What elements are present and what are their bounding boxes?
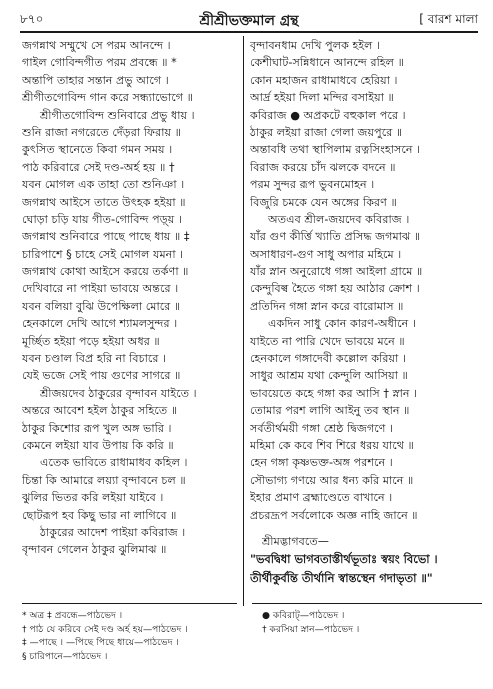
verse-line: ছোটরূপ হব কিছু ভার না লাগিবে ॥ bbox=[22, 508, 177, 522]
verse-line: যাইতে না পারি খেদে ভাবয়ে মনে ॥ bbox=[250, 334, 405, 348]
verse-line: অসাধারণ-গুণ সাধু অপার মহিমে । bbox=[250, 247, 402, 261]
spacer bbox=[250, 524, 482, 533]
verse-line: সাধুর আশ্রম যথা কেন্দুলি আসিয়া ॥ bbox=[250, 369, 408, 383]
verse-line: ঠাকুর কিশোর রূপ খুল অঙ্গ ভারি । bbox=[22, 421, 172, 435]
page-header bbox=[20, 8, 478, 30]
verse-line: সর্বতীর্থময়ী গঙ্গা শ্রেষ্ঠ দ্বিজগণে । bbox=[250, 421, 394, 435]
section-label: [ বারশ মালা bbox=[419, 12, 478, 26]
verse-line: ইহার প্রমাণ ব্রহ্মাণ্ডেতে বাখানে । bbox=[250, 491, 393, 505]
verse-line: দেখিবারে না পাইয়া ভাবয়ে অন্তরে । bbox=[22, 282, 179, 296]
verse-line: সৌভাগ্য গণয়ে আর ধন্য করি মানে ॥ bbox=[250, 473, 414, 487]
page-number: ৮৭০ bbox=[20, 12, 44, 26]
verse-line: ঠাকুর লইয়া রাজা গেলা জয়পুরে ॥ bbox=[250, 125, 403, 139]
verse-line: প্রচরদ্রূপ সর্বলোকে অজ্ঞ নাহি জানে ॥ bbox=[250, 508, 418, 522]
verse-line: যাঁর স্নান অনুরোধে গঙ্গা আইলা গ্রামে ॥ bbox=[250, 265, 423, 279]
verse-line: মহিমা কে কবে শিব শিরে ধরয় যাথে ॥ bbox=[250, 438, 414, 452]
verse-line: জগন্নাথ শুনিবারে পাছে পাছে ধায় ॥ ‡ bbox=[22, 230, 190, 244]
verse-line: বিজুরি চমকে যেন অঙ্গের কিরণ ॥ bbox=[250, 195, 397, 209]
verse-line: তোমার পরশ লাগি আইনু তব স্থান ॥ bbox=[250, 404, 410, 418]
verse-line: জগন্নাথ কোথা আইসে করয়ে তর্কণা ॥ bbox=[22, 265, 189, 279]
footnote: † পাঠ যে করিবে সেই দণ্ড অর্হ হয়—পাঠভেদ । bbox=[22, 623, 188, 635]
verse-line: শ্রীগীতগোবিন্দ শুনিবারে প্রভু ধায় । bbox=[40, 108, 195, 122]
verse-line: শুনি রাজা নগরেতে দেঁড়রা ফিরায় ॥ bbox=[22, 125, 181, 139]
footnote: ‡ —পাছে । —পিছে পিছে ধায়ে—পাঠভেদ । bbox=[22, 637, 179, 649]
verse-line: শ্রীজয়দেব ঠাকুরের বৃন্দাবন যাইতে । bbox=[40, 386, 197, 400]
verse-line: হেন গঙ্গা কৃষ্ণভক্ত-অঙ্গ পরশনে । bbox=[250, 456, 393, 470]
left-column bbox=[22, 37, 237, 559]
footnotes-right bbox=[262, 609, 482, 636]
verse-line: জগন্নাথ সম্মুখে সে পরম আনন্দে । bbox=[22, 39, 171, 52]
header-rule bbox=[20, 31, 478, 33]
verse-line: বৃন্দাবনধাম দেখি পুলক হইল । bbox=[250, 39, 381, 52]
footnote: ● কবিরাট্—পাঠভেদ । bbox=[262, 610, 345, 621]
footnote: § চারিপানে—পাঠভেদ । bbox=[22, 650, 108, 662]
verse-line: ঠাকুরের আদেশ পাইয়া কবিরাজ । bbox=[40, 525, 186, 539]
sanskrit-quote-line: তীর্থীকুর্বন্তি তীর্থানি স্বান্তস্থেন গদাভৃতা ॥" bbox=[250, 570, 433, 585]
verse-line: হেনকালে দেখি আগে শ্যামলসুন্দর । bbox=[22, 317, 178, 331]
column-divider bbox=[243, 36, 244, 606]
verse-line: চারিপাশে § চাহে সেই মোগল যমনা । bbox=[22, 247, 184, 261]
verse-line: যবন মোগল এক তাহা তো শুনিঞা । bbox=[22, 178, 185, 192]
verse-line: যবন বলিয়া বুঝি উপেক্ষিলা মোরে ॥ bbox=[22, 299, 181, 313]
verse-line: প্রতিদিন গঙ্গা স্নান করে বারোমাস ॥ bbox=[250, 299, 404, 313]
verse-line: পরম সুন্দর রূপ ভুবনমোহন । bbox=[250, 178, 375, 192]
footnote-rule bbox=[252, 603, 482, 604]
verse-line: শ্রীগীতগোবিন্দ গান করে সন্ধ্যাভোগে ॥ bbox=[22, 91, 193, 105]
verse-line: যেই ভজে সেই পায় গুণের সাগরে ॥ bbox=[22, 369, 181, 383]
verse-line: কোন মহাজন রাধামাধবে হেরিয়া । bbox=[250, 73, 398, 87]
verse-line: আর্দ্র হইয়া দিলা মন্দির বসাইয়া ॥ bbox=[250, 91, 394, 105]
verse-line: গাইল গোবিন্দগীত পরম প্রবন্ধে ॥ * bbox=[22, 56, 177, 70]
verse-line: চিন্তা কি আমারে লয়্যা বৃন্দাবনে চল ॥ bbox=[22, 473, 186, 487]
verse-line: বৃন্দাবন গেলেন ঠাকুর ঝুলিমাঝ ॥ bbox=[22, 543, 167, 557]
verse-line: কেন্দুবিল্ব হৈতে গঙ্গা হয় আঠার ক্রোশ । bbox=[250, 282, 420, 296]
verse-line: অন্তরে আবেশ হইল ঠাকুর সহিতে ॥ bbox=[22, 404, 178, 418]
footnote: * অত্র ‡ প্রবন্ধে—পাঠভেদ । bbox=[22, 610, 123, 621]
verse-line: এতেক ভাবিতে রাধামাধব কহিল । bbox=[40, 456, 188, 470]
verse-line: জগন্নাথ আইসে তাতে উৎহক হইয়া ॥ bbox=[22, 195, 186, 209]
verse-line: মূর্চ্ছিত হইয়া পড়ে হইয়া অধর ॥ bbox=[22, 334, 160, 348]
verse-line: অন্তাবধি তথা স্থাপিলাম রত্নসিংহাসনে । bbox=[250, 143, 421, 157]
sanskrit-quote-line: "ভবদ্বিধা ভাগবতাস্তীর্থভূতাঃ স্বয়ং বিভো । bbox=[250, 552, 438, 567]
verse-line: ঝুলির ভিতর করি লইয়া যাইবে । bbox=[22, 491, 164, 505]
running-title: শ্রীশ্রীভক্তমাল গ্রন্থ bbox=[199, 13, 299, 29]
verse-line: বিরাজ করয়ে চাঁদ ঝলকে বদনে ॥ bbox=[250, 160, 396, 174]
verse-line: কেশীঘাট-সন্নিধানে আনন্দে রহিল ॥ bbox=[250, 56, 404, 70]
verse-line: একদিন সাধু কোন কারণ-অধীনে । bbox=[268, 317, 416, 331]
right-column bbox=[250, 37, 482, 587]
verse-line: ঘোড়া চড়ি যায় গীত-গোবিন্দ পড়্য় । bbox=[22, 212, 182, 226]
verse-line: ভাবয়েতে কহে গঙ্গা কর আসি † স্নান । bbox=[250, 386, 418, 400]
verse-line: অতএব শ্রীল-জয়দেব কবিরাজ । bbox=[268, 212, 410, 226]
footnotes-left bbox=[22, 609, 237, 663]
verse-line: হেনকালে গঙ্গাদেবী কল্লোল করিয়া । bbox=[250, 352, 406, 366]
verse-line: কুৎসিত স্থানেতে কিবা গমন সময় । bbox=[22, 143, 173, 157]
scripture-heading: শ্রীমদ্ভাগবতে— bbox=[262, 534, 329, 548]
verse-line: যাঁর গুণ কীর্ত্তি খ্যাতি প্রসিদ্ধ জগমাঝ ॥ bbox=[250, 230, 421, 244]
verse-line: পাঠ করিবারে সেই দণ্ড-অর্হ হয় ॥ † bbox=[22, 160, 175, 174]
verse-line: অন্তাপি তাহার সন্তান প্রভু আগে । bbox=[22, 73, 169, 87]
footnote-rule bbox=[22, 603, 237, 604]
verse-line: যবন চণ্ডাল বিপ্র হরি না বিচারে । bbox=[22, 352, 167, 366]
verse-line: কবিরাজ ● অপ্রকটে বহুকাল পরে । bbox=[250, 108, 406, 122]
verse-line: কেমনে লইয়া যাব উপায় কি করি ॥ bbox=[22, 438, 174, 452]
footnote: † করসিয়া স্নান—পাঠভেদ । bbox=[262, 623, 360, 635]
